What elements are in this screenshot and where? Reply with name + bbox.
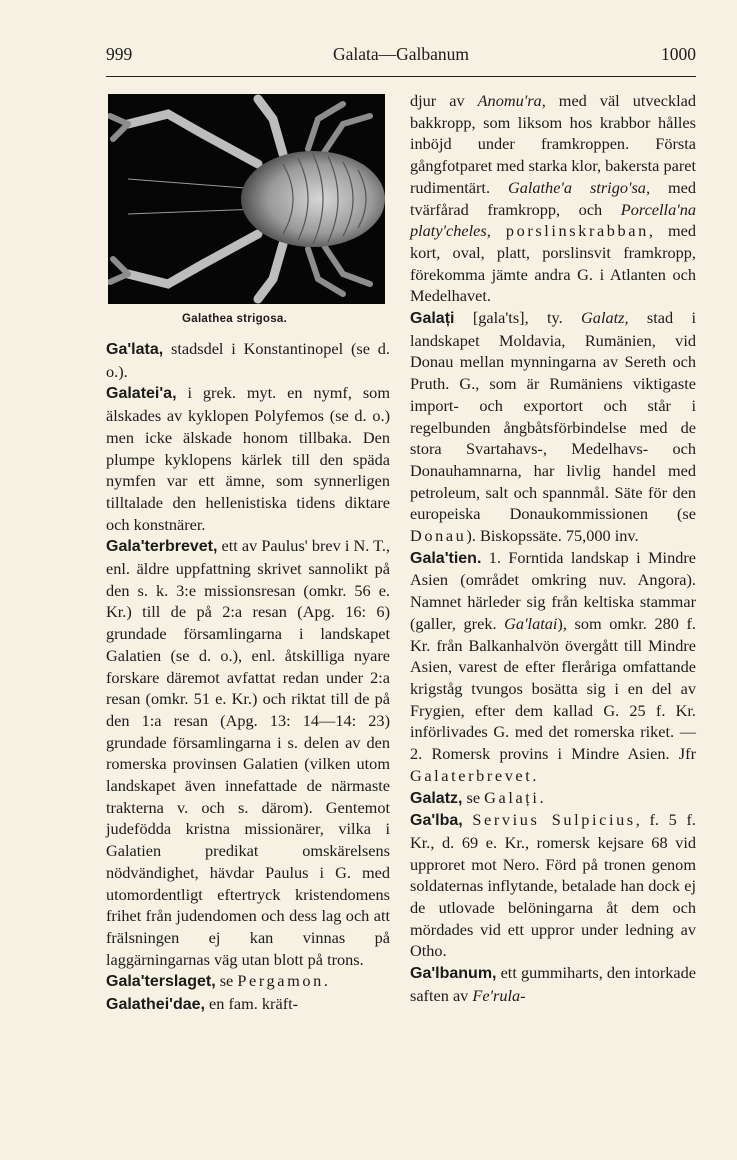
running-head: Galata—Galbanum [332,44,470,64]
entry-galaterslaget: Gala'terslaget, se Pergamon. [106,971,328,991]
headword: Galatz, [410,789,463,807]
entry-galatz: Galatz, se Galați. [410,787,544,807]
figure-caption: Galathea strigosa. [182,313,288,325]
cross-reference: Pergamon [237,971,324,991]
entry-text: en fam. kräft- [204,994,299,1014]
page-number-right: 1000 [661,44,696,64]
taxon-name: Galathe'a strigo'sa, [507,177,651,197]
entry-galbanum: Ga'lbanum, ett gummiharts, den intorkade saften av Fe'rula- [410,963,696,1005]
entry-text: stadsdel i Konstantinopel (se d. o.). [106,339,390,381]
headword: Ga'lata, [106,341,164,358]
cross-reference: Galaterbrevet [410,765,533,785]
left-column [106,90,390,1016]
entry-text: se [215,971,238,991]
cross-reference: Galați [484,787,540,807]
entry-galati: Galați [gala'ts], ty. Galatz, stad i landskapet Moldavia, Rumänien, vid Donau mellan mynningarna av Sereth och Pruth. G., som är Rumäniens viktigaste import- och exportort och står i regelbunden ångbåtsförbindelse med de stora Svartahavs-, Medelhavs- och Donauhamnarna, har livlig handel med petroleum, salt och spannmål. Säte för den europeiska Donaukommissionen (se Donau). Biskopssäte. 75,000 inv. [410,308,697,546]
headword: Galați [410,310,455,328]
taxon-name: Porcella'na platy'cheles, [410,199,696,241]
entry-galatheidae [106,993,390,1016]
headword: Galathei'dae, [106,996,205,1014]
lobster-photo [108,94,385,304]
taxon-name: Anomu'ra, [477,91,546,110]
entry-galba: Ga'lba, Servius Sulpicius, f. 5 f. Kr., d. 69 e. Kr., romersk kejsare 68 vid upproret mot Nero. Förd på tronen genom soldaternas inflytande, betalade han dock ej de utlovade belöningarna åt dem och mördades vid ett uppror under ledning av Otho. [410,810,696,961]
page-header [106,44,696,74]
entry-galatien: Gala'tien. 1. Forntida landskap i Mindre Asien (området omkring nuv. Angora). Namnet härleder sig från keltiska stammar (galler, grek. Ga'latai), som omkr. 280 f. Kr. från Balkanhalvön övergått till Mindre Asien, varest de efter fleråriga omfattande krigståg tvungos bosätta sig i en del av Frygien, efter dem kallad G. 25 f. Kr. införlivades G. med det romerska riket. — 2. Romersk provins i Mindre Asien. Jfr Galaterbrevet. [410,547,697,785]
entry-text: i grek. myt. en nymf, som älskades av kyklopen Polyfemos (se d. o.) men icke älskade honom tillbaka. Den plumpe kyklopens kärlek till den späda nymfen var ett ämne, som synnerligen tilltalade den hellenistiska tidens diktare och konstnärer. [106,383,390,534]
cross-reference: Donau [410,526,467,546]
entry-text: ett av Paulus' brev i N. T., enl. äldre uppfattning skrivet sannolikt på den s. k. 3:e missionsresan (omkr. 56 e. Kr.) till de på 2:a resan (Apg. 16: 6) grundade församlingarna i landskapet Galatien (se d. o.), enl. åtskilliga nyare forskare däremot avfattat redan under 2:a resan (omkr. 51 e. Kr.) och riktat till de på den 1:a resan (Apg. 13: 14—14: 23) grundade församlingarna i s. delen av den romerska provinsen Galatien (vilken utom landskapet även innefattade de närmaste trakterna v. och s. därom). Gentemot judefödda kristna missionärer, vilka i Galatien predikat omskärelsens nödvändighet, hävdar Paulus i G. med utomordentligt eftertryck kristendomens frihet från judendomen och dess lag och att frälsningen ej kan vinnas på laggärningarnas väg utan blott på trons. [106,536,390,969]
squat-lobster-illustration [108,94,385,304]
page-number-left: 999 [106,44,133,64]
right-column [410,90,696,1007]
headword: Gala'terslaget, [106,973,216,991]
entry-galaterbrevet [106,535,390,970]
person-name: Servius Sulpicius [472,810,636,830]
headword: Galatei'a, [106,385,177,403]
headword: Gala'terbrevet, [106,538,218,556]
header-rule [106,76,696,77]
entry-galatheidae-continued: djur av Anomu'ra, med väl utvecklad bakkropp, som liksom hos krabbor hålles inböjd under framkroppen. Första gångfotparet med starka klor, bakersta paret rudimentärt. Galathe'a strigo'sa, med tvärfårad framkropp, och Porcella'na platy'cheles, porslinskrabban, med kort, oval, platt, porslinsvit framkropp, förekomma jämte andra G. i Atlanten och Medelhavet. [410,91,696,306]
headword: Ga'lbanum, [410,965,497,983]
headword: Ga'lba, [410,812,463,830]
spaced-term: porslinskrabban [505,221,649,241]
entry-galata [106,338,390,382]
entry-galateia [106,382,390,535]
headword: Gala'tien. [410,549,482,567]
